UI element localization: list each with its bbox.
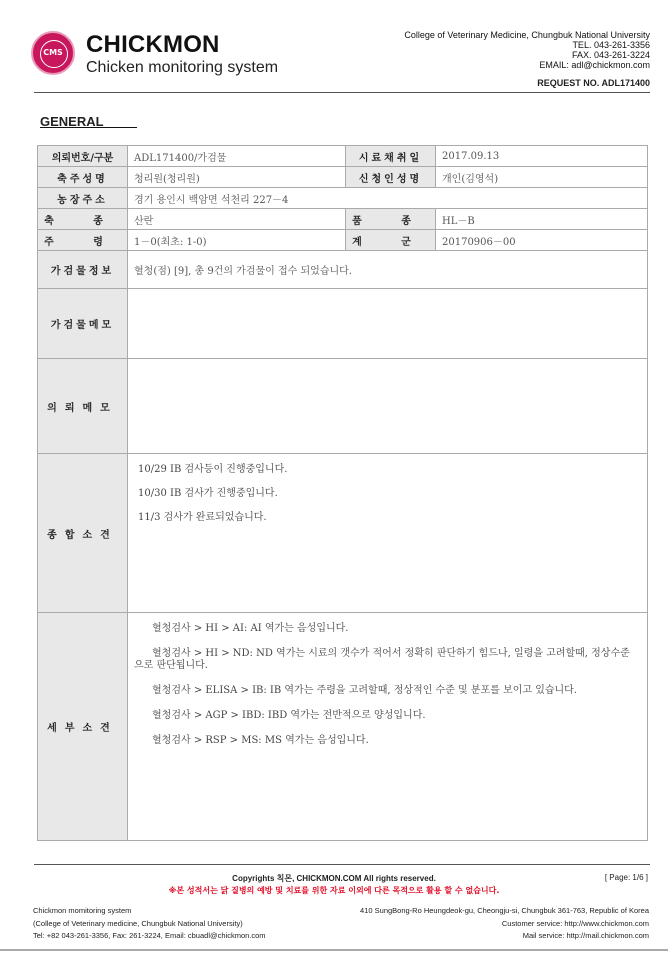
contact-college: College of Veterinary Medicine, Chungbuk National University: [404, 30, 650, 40]
footer-left-line: Tel: +82 043-261-3356, Fax: 261-3224, Email: cbuadl@chickmon.com: [33, 931, 266, 940]
summary-line: 11/3 검사가 완료되었습니다.: [138, 512, 267, 523]
table-row: [38, 167, 648, 188]
header-divider: [34, 92, 650, 93]
summary-line: 10/29 IB 검사등이 진행중입니다.: [138, 464, 288, 475]
table-row: [38, 613, 648, 841]
value-owner-name: 청리원(청리원): [128, 167, 346, 188]
value-sample-memo: [128, 289, 648, 359]
label-sample-info: 가검물정보: [38, 251, 128, 289]
general-info-table: [37, 145, 648, 841]
usage-warning: ※본 성적서는 닭 질병의 예방 및 치료를 위한 자료 이외에 다른 목적으로 활용 할 수 없습니다.: [168, 886, 500, 895]
label-species: 축 종: [38, 209, 128, 230]
contact-block: [404, 30, 650, 70]
table-row: [38, 146, 648, 167]
label-sampling-date: 시료채취일: [346, 146, 436, 167]
section-title: GENERAL: [40, 114, 104, 129]
value-farm-address: 경기 용인시 백암면 석천리 227－4: [128, 188, 648, 209]
contact-tel: TEL. 043-261-3356: [572, 40, 650, 50]
contact-fax: FAX. 043-261-3224: [571, 50, 650, 60]
value-sampling-date: 2017.09.13: [436, 146, 648, 167]
detail-line: 혈청검사 > HI > AI: AI 역가는 음성입니다.: [152, 623, 349, 634]
table-row: [38, 454, 648, 613]
brand-subtitle: Chicken monitoring system: [86, 59, 279, 76]
label-breed: 품 종: [346, 209, 436, 230]
table-row: [38, 230, 648, 251]
label-summary: 종합소견: [38, 454, 128, 613]
label-request-memo: 의뢰메모: [38, 359, 128, 454]
detail-line: 혈청검사 > AGP > IBD: IBD 역가는 전반적으로 양성입니다.: [152, 710, 426, 721]
footer-right: [360, 905, 649, 943]
label-applicant-name: 신청인성명: [346, 167, 436, 188]
mail-service-link[interactable]: Mail service: http://mail.chickmon.com: [522, 931, 649, 940]
footer-left-line: (College of Veterinary medicine, Chungbuk National University): [33, 918, 243, 928]
chickmon-logo: [31, 31, 75, 75]
value-detail: [128, 613, 648, 841]
detail-line: 혈청검사 > ELISA > IB: IB 역가는 주령을 고려할때, 정상적인 수준 및 분포를 보이고 있습니다.: [152, 685, 578, 696]
footer-left-line: Chickmon momitoring system: [33, 906, 132, 915]
bottom-bar: [0, 949, 668, 951]
copyright: Copyrights 칙몬, CHICKMON.COM All rights reserved.: [232, 874, 436, 883]
value-summary: [128, 454, 648, 613]
value-breed: HL－B: [436, 209, 648, 230]
table-row: [38, 209, 648, 230]
table-row: [38, 289, 648, 359]
logo-text: CMS: [43, 48, 63, 57]
value-applicant-name: 개인(김영석): [436, 167, 648, 188]
detail-line: 혈청검사 > RSP > MS: MS 역가는 음성입니다.: [152, 735, 369, 746]
detail-line: 혈청검사 > HI > ND: ND 역가는 시료의 갯수가 적어서 정확히 판단하기 힘드나, 일령을 고려할때, 정상수준 으로 판단됩니다.: [134, 648, 630, 671]
label-flock: 계 군: [346, 230, 436, 251]
contact-email[interactable]: EMAIL: adl@chickmon.com: [539, 60, 650, 70]
value-species: 산란: [128, 209, 346, 230]
table-row: [38, 359, 648, 454]
brand-title: CHICKMON: [86, 31, 220, 58]
footer-divider: [34, 864, 650, 865]
customer-service-link[interactable]: Customer service: http://www.chickmon.com: [501, 918, 649, 928]
table-row: [38, 251, 648, 289]
label-detail: 세부소견: [38, 613, 128, 841]
label-age: 주 령: [38, 230, 128, 251]
label-farm-address: 농장주소: [38, 188, 128, 209]
table-row: [38, 188, 648, 209]
page-indicator: [ Page: 1/6 ]: [604, 873, 648, 882]
summary-line: 10/30 IB 검사가 진행중입니다.: [138, 488, 278, 499]
label-request-no: 의뢰번호/구분: [38, 146, 128, 167]
footer-address: 410 SungBong-Ro Heungdeok-gu, Cheongju-si, Chungbuk 361-763, Republic of Korea: [360, 906, 649, 915]
value-flock: 20170906－00: [436, 230, 648, 251]
value-request-no: ADL171400/가검물: [128, 146, 346, 167]
label-sample-memo: 가검물메모: [38, 289, 128, 359]
footer-left: [33, 905, 266, 943]
label-owner-name: 축주성명: [38, 167, 128, 188]
request-number: REQUEST NO. ADL171400: [537, 78, 650, 88]
value-sample-info: 혈청(점) [9], 총 9건의 가검물이 접수 되었습니다.: [128, 251, 648, 289]
value-request-memo: [128, 359, 648, 454]
section-underline: [40, 127, 137, 128]
value-age: 1－0(최초: 1-0): [128, 230, 346, 251]
